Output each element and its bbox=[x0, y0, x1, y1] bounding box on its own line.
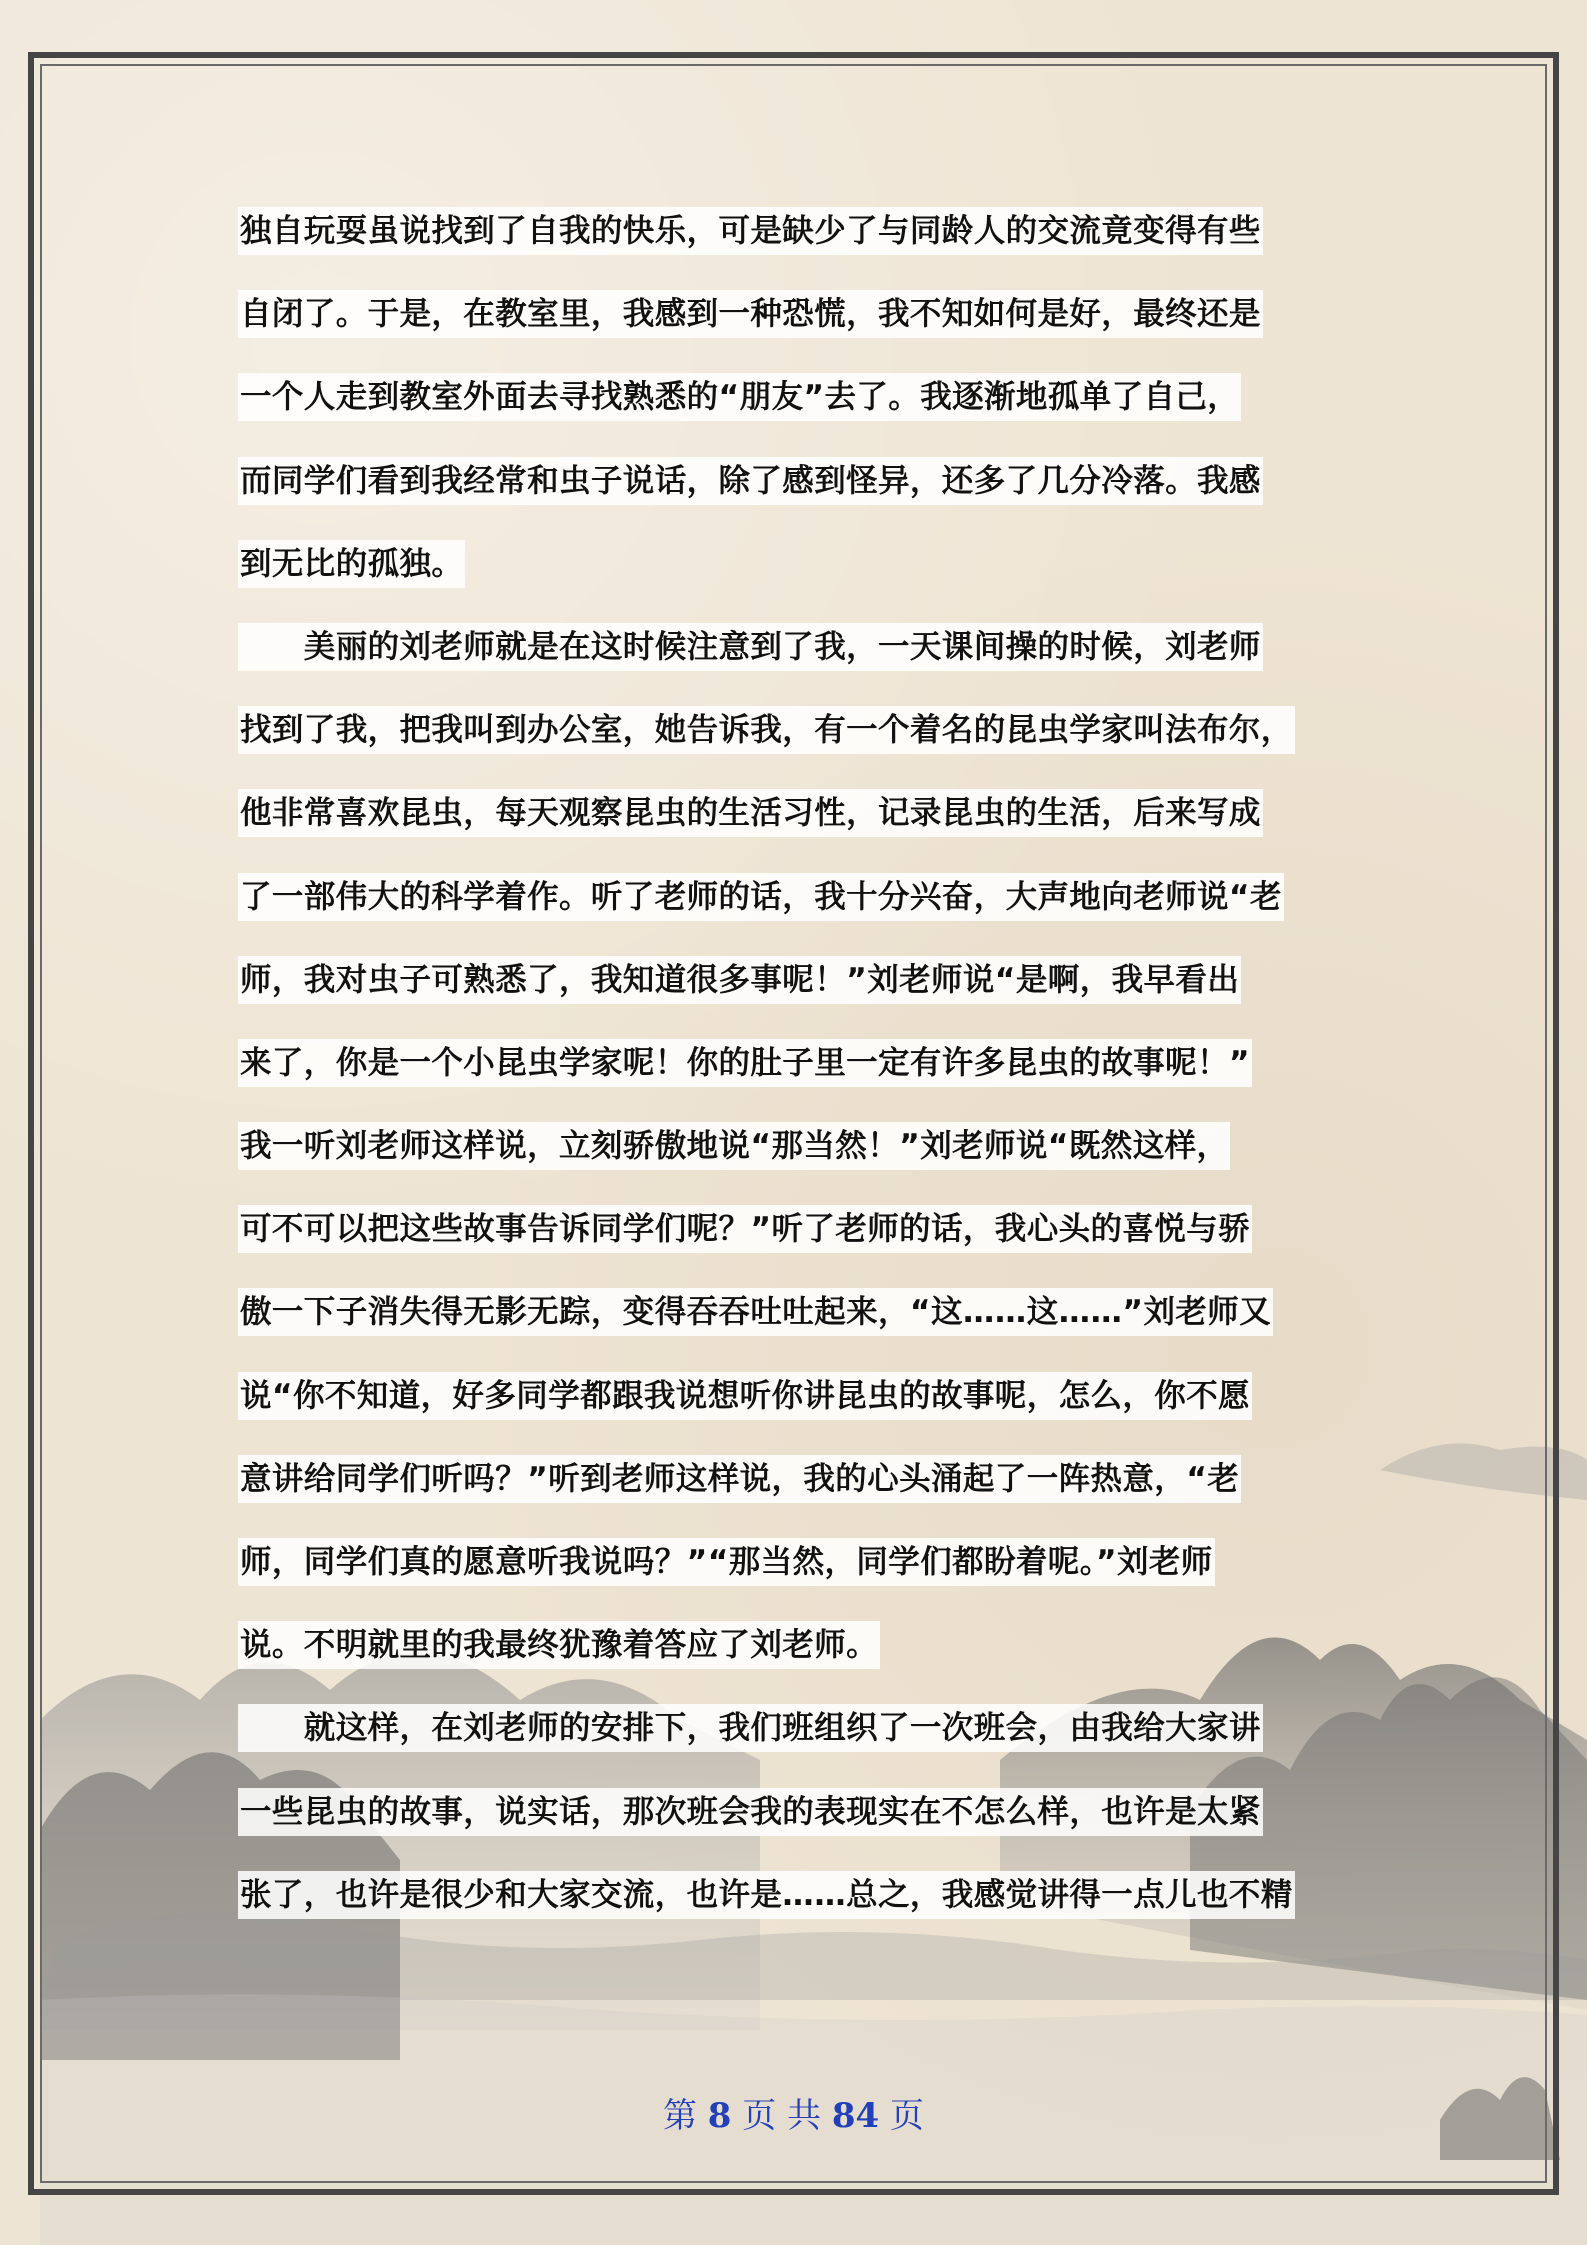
body-text bbox=[238, 207, 1355, 1954]
text-line: 师，同学们真的愿意听我说吗？”“那当然，同学们都盼着呢。”刘老师 bbox=[238, 1538, 1355, 1621]
text-line: 一个人走到教室外面去寻找熟悉的“朋友”去了。我逐渐地孤单了自己， bbox=[238, 373, 1355, 456]
footer-middle: 页 共 bbox=[742, 2096, 822, 2136]
text-line: 独自玩耍虽说找到了自我的快乐，可是缺少了与同龄人的交流竟变得有些 bbox=[238, 207, 1355, 290]
text-line: 到无比的孤独。 bbox=[238, 540, 1355, 623]
text-line: 一些昆虫的故事，说实话，那次班会我的表现实在不怎么样，也许是太紧 bbox=[238, 1788, 1355, 1871]
page-number-footer bbox=[0, 2088, 1587, 2137]
text-line: 他非常喜欢昆虫，每天观察昆虫的生活习性，记录昆虫的生活，后来写成 bbox=[238, 789, 1355, 872]
text-line: 了一部伟大的科学着作。听了老师的话，我十分兴奋，大声地向老师说“老 bbox=[238, 873, 1355, 956]
text-line: 意讲给同学们听吗？”听到老师这样说，我的心头涌起了一阵热意，“老 bbox=[238, 1455, 1355, 1538]
text-line: 来了，你是一个小昆虫学家呢！你的肚子里一定有许多昆虫的故事呢！” bbox=[238, 1039, 1355, 1122]
current-page-number: 8 bbox=[707, 2096, 732, 2136]
text-line: 我一听刘老师这样说，立刻骄傲地说“那当然！”刘老师说“既然这样， bbox=[238, 1122, 1355, 1205]
text-line: 说。不明就里的我最终犹豫着答应了刘老师。 bbox=[238, 1621, 1355, 1704]
text-line: 说“你不知道，好多同学都跟我说想听你讲昆虫的故事呢，怎么，你不愿 bbox=[238, 1372, 1355, 1455]
text-line: 找到了我，把我叫到办公室，她告诉我，有一个着名的昆虫学家叫法布尔， bbox=[238, 706, 1355, 789]
total-page-count: 84 bbox=[831, 2096, 880, 2136]
text-line: 可不可以把这些故事告诉同学们呢？”听了老师的话，我心头的喜悦与骄 bbox=[238, 1205, 1355, 1288]
footer-suffix: 页 bbox=[890, 2096, 925, 2136]
text-line: 而同学们看到我经常和虫子说话，除了感到怪异，还多了几分冷落。我感 bbox=[238, 457, 1355, 540]
text-line: 就这样，在刘老师的安排下，我们班组织了一次班会，由我给大家讲 bbox=[238, 1704, 1355, 1787]
text-line: 美丽的刘老师就是在这时候注意到了我，一天课间操的时候，刘老师 bbox=[238, 623, 1355, 706]
footer-prefix: 第 bbox=[662, 2096, 697, 2136]
text-line: 师，我对虫子可熟悉了，我知道很多事呢！”刘老师说“是啊，我早看出 bbox=[238, 956, 1355, 1039]
text-line: 张了，也许是很少和大家交流，也许是……总之，我感觉讲得一点儿也不精 bbox=[238, 1871, 1355, 1954]
text-line: 傲一下子消失得无影无踪，变得吞吞吐吐起来，“这……这……”刘老师又 bbox=[238, 1288, 1355, 1371]
text-line: 自闭了。于是，在教室里，我感到一种恐慌，我不知如何是好，最终还是 bbox=[238, 290, 1355, 373]
